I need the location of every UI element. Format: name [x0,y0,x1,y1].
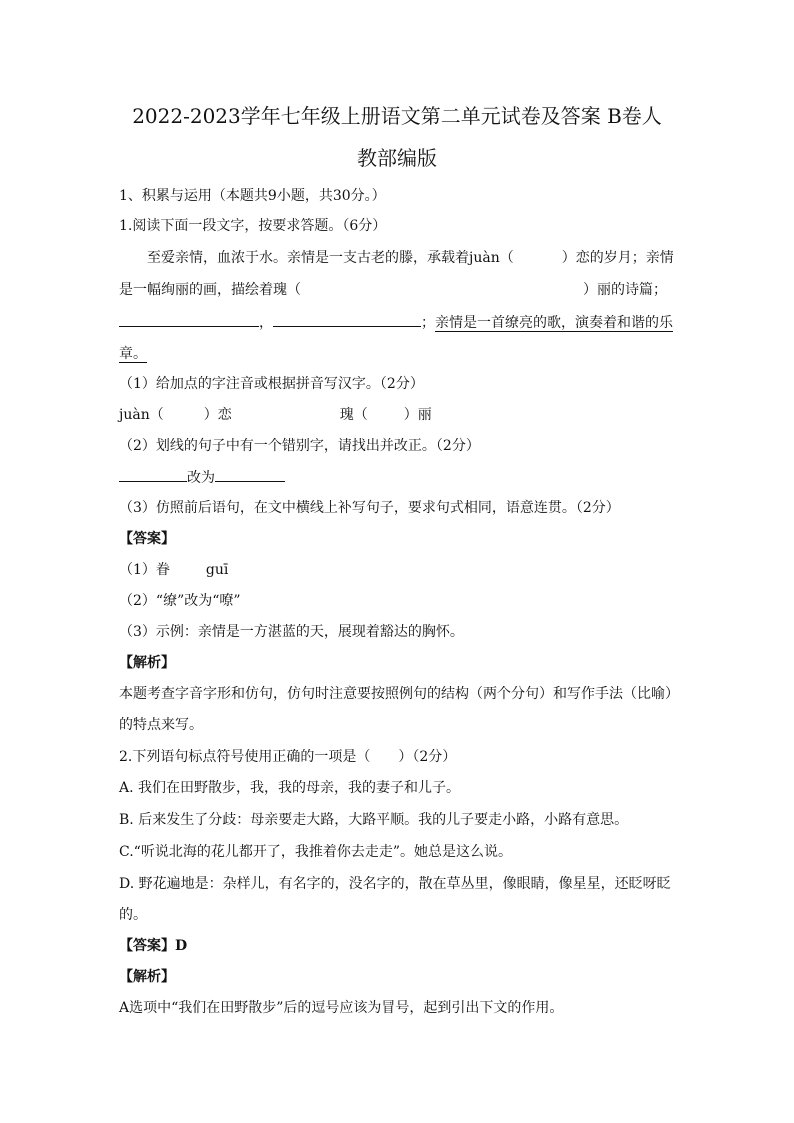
q1-passage-line-3 [119,312,679,333]
doc-title-line-1: 2022-2023学年七年级上册语文第二单元试卷及答案 B卷人 [132,104,662,128]
q2-option-d-line-2: 的。 [119,907,147,923]
q1-analysis-line-1: 本题考查字音字形和仿句，仿句时注意要按照例句的结构（两个分句）和写作手法（比喻） [119,686,679,702]
underlined-sentence-part-1: 亲情是一首缭亮的歌，演奏着和谐的乐 [435,315,673,331]
q2-analysis-label: 【解析】 [119,969,175,985]
passage-text-2b: ）丽的诗篇； [583,282,667,298]
doc-title-line-2: 教部编版 [357,146,437,170]
q1-sub2: （2）划线的句子中有一个错别字，请找出并改正。（2分） [119,438,480,454]
passage-text-2a: 是一幅绚丽的画，描绘着瑰（ [119,282,301,298]
q1-sub1-blanks [119,405,679,425]
q1-sub1: （1）给加点的字注音或根据拼音写汉字。（2分） [119,376,424,392]
sub1-pinyin: juàn（ [119,407,164,423]
sub1-char-2b: ）丽 [403,407,432,423]
sub1-char-2: 瑰（ [339,407,368,423]
answer-1-pinyin: guī [205,562,229,578]
q1-passage-line-1 [119,248,707,268]
fill-blank-1[interactable] [119,312,259,327]
sub2-change-to: 改为 [187,470,215,486]
q1-answer-1 [119,560,679,580]
q1-stem: 1.阅读下面一段文字，按要求答题。（6分） [119,218,387,234]
q1-passage-line-2 [119,280,679,300]
q2-option-c: C.“听说北海的花儿都开了，我推着你去走走”。她总是这么说。 [119,844,512,860]
section-heading: 1、积累与运用（本题共9小题，共30分。） [119,188,386,204]
passage-sep-2: ； [421,315,435,331]
answer-1-char: （1）眷 [119,562,170,578]
q1-answer-2: （2）“缭”改为“嘹” [119,593,241,609]
q1-analysis-label: 【解析】 [119,655,175,671]
q1-answer-3: （3）示例：亲情是一方湛蓝的天，展现着豁达的胸怀。 [119,624,464,640]
q2-analysis: A选项中“我们在田野散步”后的逗号应该为冒号，起到引出下文的作用。 [119,1000,564,1016]
passage-text-1a: 至爱亲情，血浓于水。亲情是一支古老的滕，承载着juàn（ [147,250,514,266]
q1-sub2-blanks [119,467,679,488]
underlined-sentence-part-2: 章。 [119,346,147,362]
q1-sub3: （3）仿照前后语句，在文中横线上补写句子，要求句式相同，语意连贯。（2分） [119,500,620,516]
q1-answer-label: 【答案】 [119,531,175,547]
passage-sep-1: ， [259,315,273,331]
wrong-char-blank[interactable] [119,467,187,482]
passage-text-1b: ）恋的岁月；亲情 [561,250,674,266]
q2-stem: 2.下列语句标点符号使用正确的一项是（ ）（2分） [119,749,457,765]
q2-option-b: B. 后来发生了分歧：母亲要走大路，大路平顺。我的儿子要走小路，小路有意思。 [119,812,629,828]
fill-blank-2[interactable] [273,312,421,327]
q1-passage-line-4 [119,344,679,364]
q1-analysis-line-2: 的特点来写。 [119,717,203,733]
q2-option-d-line-1: D. 野花遍地是：杂样儿，有名字的，没名字的，散在草丛里，像眼睛，像星星，还眨呀眨 [119,876,671,892]
correct-char-blank[interactable] [215,467,285,482]
sub1-char-1: ）恋 [203,407,232,423]
q2-option-a: A. 我们在田野散步，我，我的母亲，我的妻子和儿子。 [119,780,461,796]
q2-answer: 【答案】D [119,938,188,954]
